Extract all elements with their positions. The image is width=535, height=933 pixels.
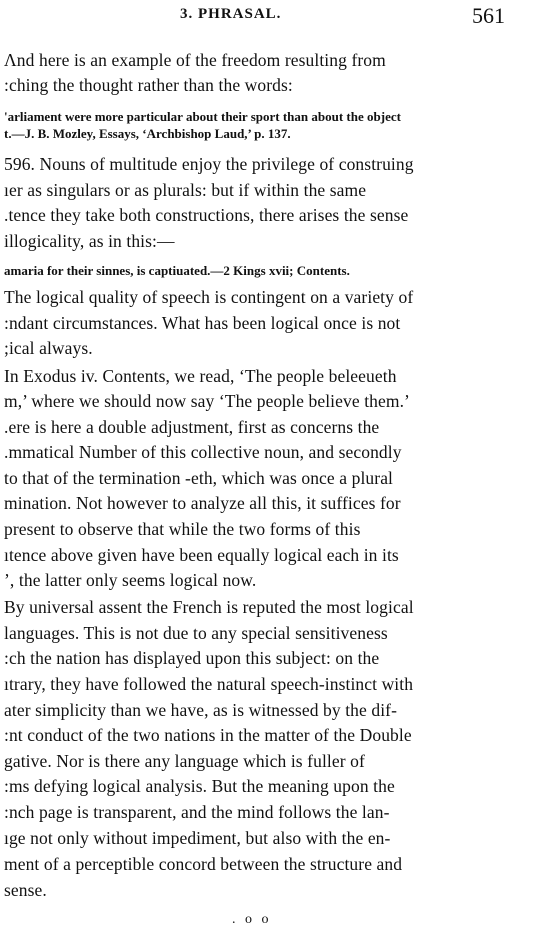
text-line: .mmatical Number of this collective noun, and secondly bbox=[4, 442, 402, 462]
text-line: m,’ where we should now say ‘The people believe them.’ bbox=[4, 391, 410, 411]
text-line: Ʌnd here is an example of the freedom resulting from bbox=[4, 50, 386, 70]
running-head: 3. PHRASAL. bbox=[180, 6, 282, 22]
text-line: .ere is here a double adjustment, first as concerns the bbox=[4, 417, 380, 437]
text-line: ıtrary, they have followed the natural speech-instinct with bbox=[4, 674, 414, 694]
text-line: ;ical always. bbox=[4, 338, 93, 358]
page-header bbox=[0, 3, 535, 32]
text-line: gative. Nor is there any language which is fuller of bbox=[4, 751, 365, 771]
text-line: to that of the termination -eth, which was once a plural bbox=[4, 468, 394, 488]
text-line: :ch the nation has displayed upon this subject: on the bbox=[4, 648, 380, 668]
text-line: ’, the latter only seems logical now. bbox=[4, 570, 257, 590]
text-line: By universal assent the French is reputed the most logical bbox=[4, 597, 414, 617]
text-line: In Exodus iv. Contents, we read, ‘The people beleeueth bbox=[4, 366, 397, 386]
text-line: ıer as singulars or as plurals: but if within the same bbox=[4, 180, 367, 200]
quotation-line: t.—J. B. Mozley, Essays, ‘Archbishop Laud,’ p. 137. bbox=[4, 126, 291, 141]
page-number: 561 bbox=[472, 3, 505, 28]
quotation-line: 'arliament were more particular about their sport than about the object bbox=[4, 109, 401, 124]
text-line: ıge not only without impediment, but also with the en- bbox=[4, 828, 391, 848]
text-line: :ndant circumstances. What has been logical once is not bbox=[4, 313, 401, 333]
text-line: :nt conduct of the two nations in the matter of the Double bbox=[4, 725, 412, 745]
text-line: :ms defying logical analysis. But the meaning upon the bbox=[4, 776, 395, 796]
text-line: mination. Not however to analyze all this, it suffices for bbox=[4, 493, 401, 513]
text-line: .tence they take both constructions, there arises the sense bbox=[4, 205, 409, 225]
text-line: :ching the thought rather than the words: bbox=[4, 75, 293, 95]
text-line: The logical quality of speech is contingent on a variety of bbox=[4, 287, 414, 307]
quotation-line: amaria for their sinnes, is captiuated.—2 Kings xvii; Contents. bbox=[4, 263, 350, 278]
text-line: illogicality, as in this:— bbox=[4, 231, 175, 251]
text-line: 596. Nouns of multitude enjoy the privilege of construing bbox=[4, 154, 414, 174]
text-line: sense. bbox=[4, 880, 47, 900]
text-line: present to observe that while the two forms of this bbox=[4, 519, 361, 539]
signature-mark: . o o bbox=[232, 912, 272, 927]
text-line: ıtence above given have been equally logical each in its bbox=[4, 545, 399, 565]
text-line: :nch page is transparent, and the mind follows the lan- bbox=[4, 802, 390, 822]
text-line: languages. This is not due to any special sensitiveness bbox=[4, 623, 388, 643]
text-line: ment of a perceptible concord between the structure and bbox=[4, 854, 403, 874]
text-line: ater simplicity than we have, as is witnessed by the dif- bbox=[4, 700, 398, 720]
